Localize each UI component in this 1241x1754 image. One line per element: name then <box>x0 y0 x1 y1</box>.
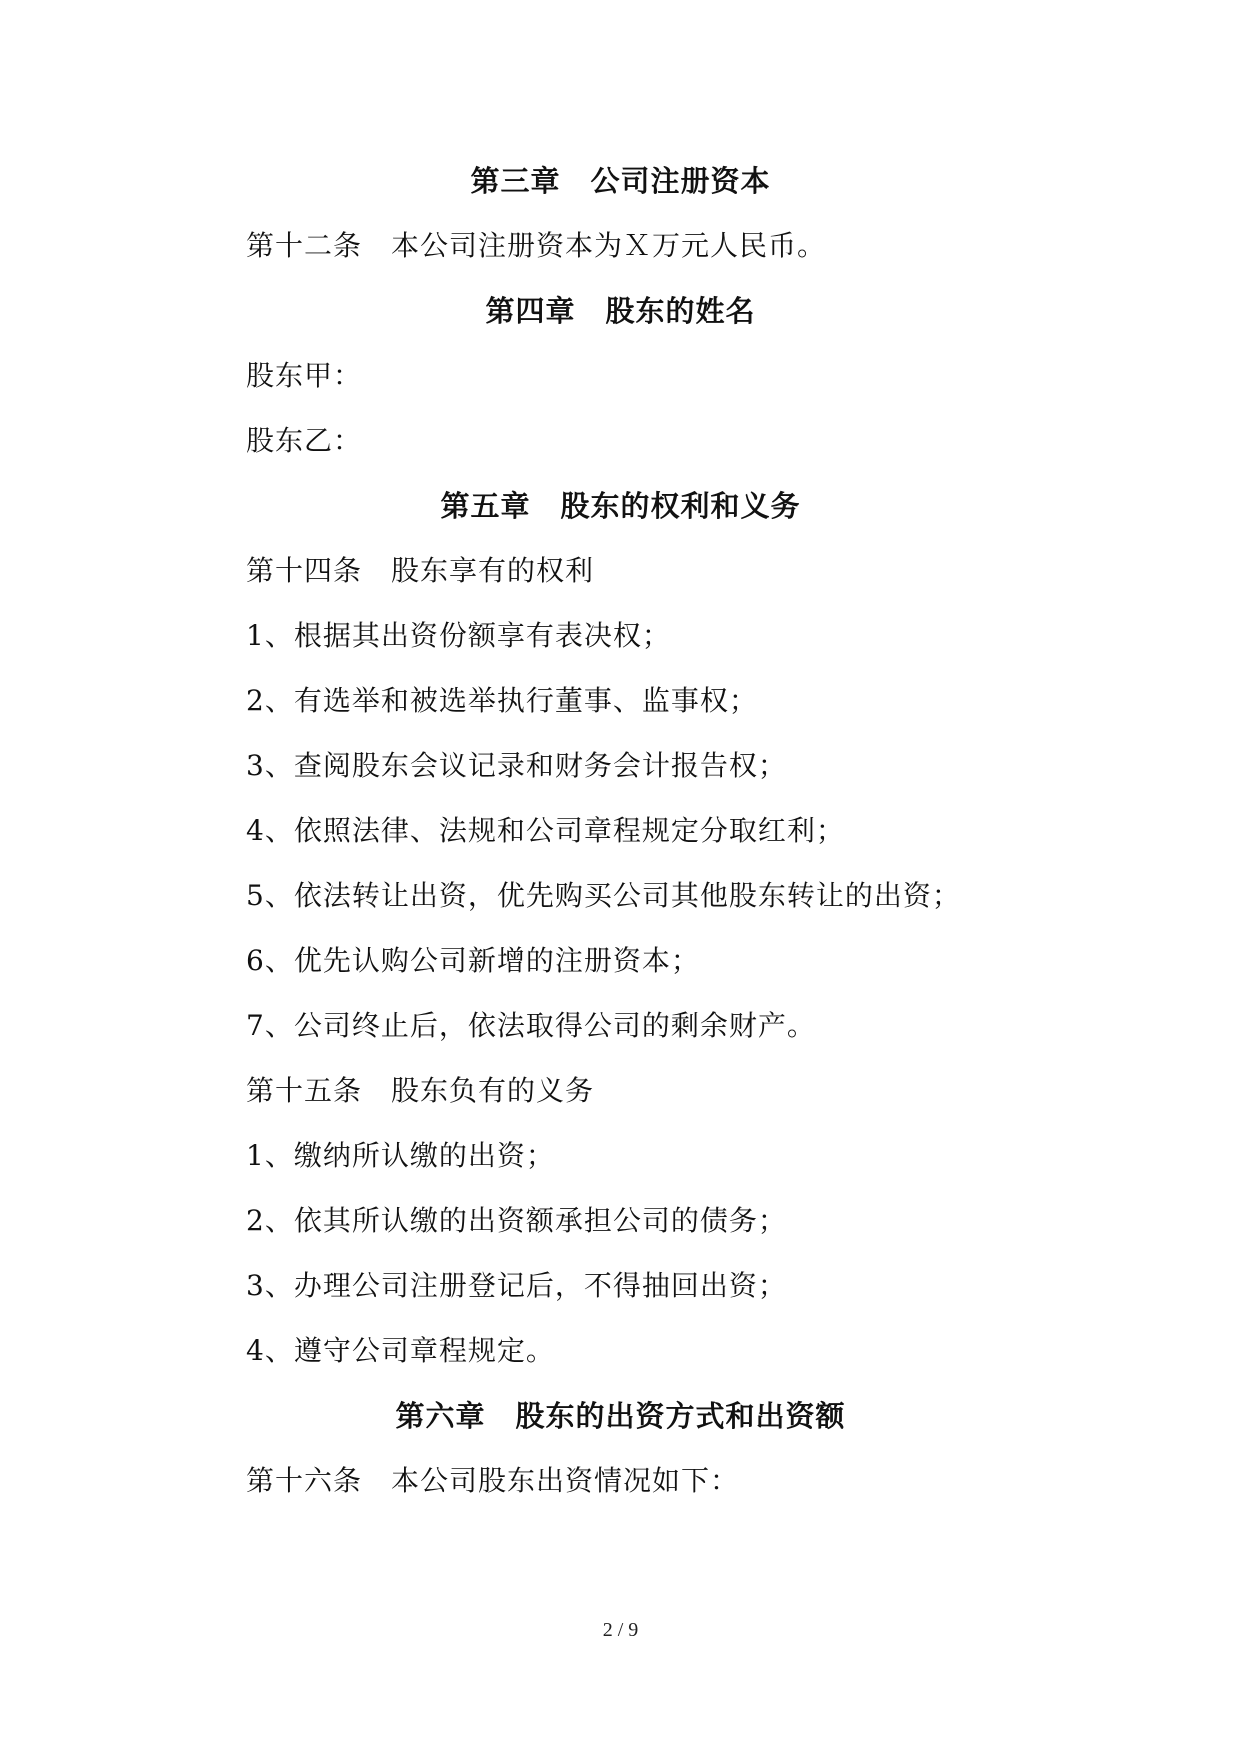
duty-item-3: 3、办理公司注册登记后，不得抽回出资； <box>246 1269 787 1302</box>
chapter-6-heading: 第六章 股东的出资方式和出资额 <box>395 1399 846 1433</box>
shareholder-a-line: 股东甲： <box>246 359 363 392</box>
chapter-5-heading: 第五章 股东的权利和义务 <box>440 489 801 523</box>
right-item-3: 3、查阅股东会议记录和财务会计报告权； <box>246 749 787 782</box>
right-item-7: 7、公司终止后，依法取得公司的剩余财产。 <box>246 1009 816 1042</box>
chapter-3-heading: 第三章 公司注册资本 <box>470 164 771 198</box>
duty-item-1: 1、缴纳所认缴的出资； <box>246 1139 555 1172</box>
right-item-1: 1、根据其出资份额享有表决权； <box>246 619 671 652</box>
duty-item-2: 2、依其所认缴的出资额承担公司的债务； <box>246 1204 787 1237</box>
article-15-title: 第十五条 股东负有的义务 <box>246 1074 595 1107</box>
article-14-title: 第十四条 股东享有的权利 <box>246 554 595 587</box>
article-16: 第十六条 本公司股东出资情况如下： <box>246 1464 740 1497</box>
article-12: 第十二条 本公司注册资本为Ｘ万元人民币。 <box>246 229 827 262</box>
right-item-2: 2、有选举和被选举执行董事、监事权； <box>246 684 758 717</box>
right-item-4: 4、依照法律、法规和公司章程规定分取红利； <box>246 814 845 847</box>
chapter-4-heading: 第四章 股东的姓名 <box>485 294 756 328</box>
right-item-5: 5、依法转让出资，优先购买公司其他股东转让的出资； <box>246 879 961 912</box>
page-number: 2 / 9 <box>602 1619 639 1641</box>
duty-item-4: 4、遵守公司章程规定。 <box>246 1334 555 1367</box>
right-item-6: 6、优先认购公司新增的注册资本； <box>246 944 700 977</box>
shareholder-b-line: 股东乙： <box>246 424 363 457</box>
